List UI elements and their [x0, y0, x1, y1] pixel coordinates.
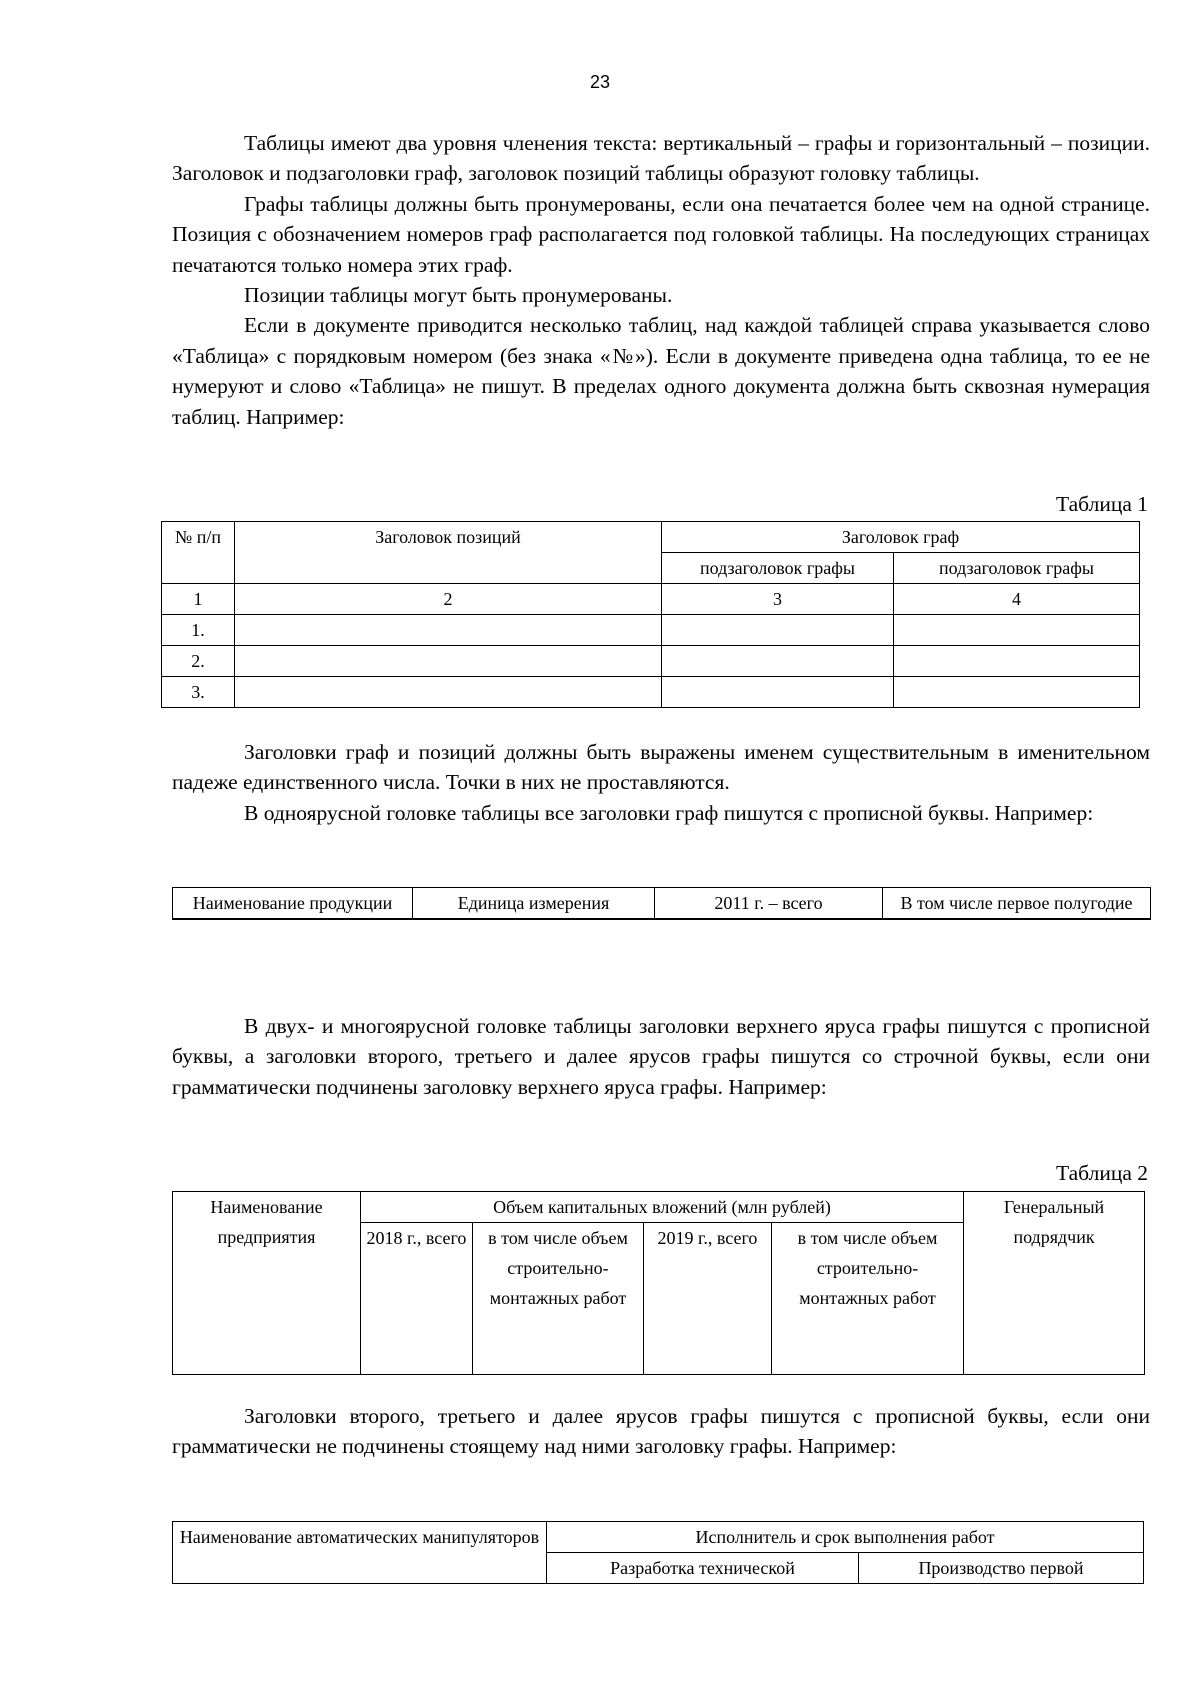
paragraph: Если в документе приводится несколько таблиц, над каждой таблицей справа указывается слово «Таблица» с порядковым номером (без знака «№»). Если в документе приведена одна таблица, то ее не нумеруют и слово «Таблица» не пишут. В пределах одного документа должна быть сквозная нумерация таблиц. Например:: [172, 313, 1150, 429]
subheader: Производство первой: [859, 1553, 1144, 1584]
text-block-4: [172, 1401, 1150, 1462]
subheader: в том числе объем строительно-монтажных работ: [473, 1223, 644, 1375]
header-contractor: Генеральный подрядчик: [964, 1192, 1145, 1375]
header-cell: Наименование продукции: [173, 888, 413, 919]
column-number: 1: [162, 584, 235, 615]
text-block-2: [172, 737, 1150, 828]
table-row: [162, 615, 1140, 646]
subheader: подзаголовок графы: [894, 553, 1140, 584]
row-number: 2.: [162, 646, 235, 677]
table-row: [173, 919, 1151, 920]
paragraph: В одноярусной головке таблицы все заголовки граф пишутся с прописной буквы. Например:: [244, 800, 1094, 825]
subheader: Разработка технической: [547, 1553, 859, 1584]
paragraph: Заголовки граф и позиций должны быть выражены именем существительным в именительном падеже единственного числа. Точки в них не проставляются.: [172, 740, 1150, 795]
table-caption: Таблица 2: [1056, 1161, 1148, 1185]
paragraph: Заголовки второго, третьего и далее ярусов графы пишутся с прописной буквы, если они грамматически не подчинены стоящему над ними заголовку графы. Например:: [172, 1404, 1150, 1459]
table-caption: Таблица 1: [1056, 492, 1148, 516]
text-block-1: [172, 128, 1150, 432]
header-cell: Единица измерения: [413, 888, 655, 919]
row-number: 1.: [162, 615, 235, 646]
paragraph: В двух- и многоярусной головке таблицы заголовки верхнего яруса графы пишутся с прописной буквы, а заголовки второго, третьего и далее ярусов графы пишутся со строчной буквы, если они грамматически подчинены заголовку верхнего яруса графы. Например:: [172, 1014, 1150, 1099]
header-columns: Заголовок граф: [662, 522, 1140, 553]
subheader: подзаголовок графы: [662, 553, 894, 584]
paragraph: Таблицы имеют два уровня членения текста: вертикальный – графы и горизонтальный – позиции. Заголовок и подзаголовки граф, заголовок позиций таблицы образуют головку таблицы.: [172, 131, 1150, 186]
header-enterprise: Наименование предприятия: [173, 1192, 361, 1375]
row-number: 3.: [162, 677, 235, 708]
table-2: [172, 1191, 1145, 1375]
header-positions: Заголовок позиций: [235, 522, 662, 584]
header-investment: Объем капитальных вложений (млн рублей): [361, 1192, 964, 1223]
table-single-tier: [172, 887, 1151, 920]
subheader: в том числе объем строительно-монтажных работ: [772, 1223, 964, 1375]
paragraph: Позиции таблицы могут быть пронумерованы.: [244, 283, 673, 308]
header-number: № п/п: [162, 522, 235, 584]
column-number: 2: [235, 584, 662, 615]
paragraph: Графы таблицы должны быть пронумерованы, если она печатается более чем на одной странице. Позиция с обозначением номеров граф располагается под головкой таблицы. На последующих страницах печатаются только номера этих граф.: [172, 191, 1150, 277]
header-cell: В том числе первое полугодие: [883, 888, 1151, 919]
column-number: 4: [894, 584, 1140, 615]
table-1: [161, 521, 1140, 708]
text-block-3: [172, 1011, 1150, 1102]
header-manipulators: Наименование автоматических манипуляторов: [173, 1522, 547, 1584]
header-cell: 2011 г. – всего: [655, 888, 883, 919]
table-row: [162, 677, 1140, 708]
header-executor: Исполнитель и срок выполнения работ: [547, 1522, 1144, 1553]
column-number: 3: [662, 584, 894, 615]
table-row: [162, 646, 1140, 677]
subheader: 2018 г., всего: [361, 1223, 473, 1375]
page-number: 23: [589, 72, 611, 92]
subheader: 2019 г., всего: [644, 1223, 772, 1375]
table-4: [172, 1521, 1144, 1584]
